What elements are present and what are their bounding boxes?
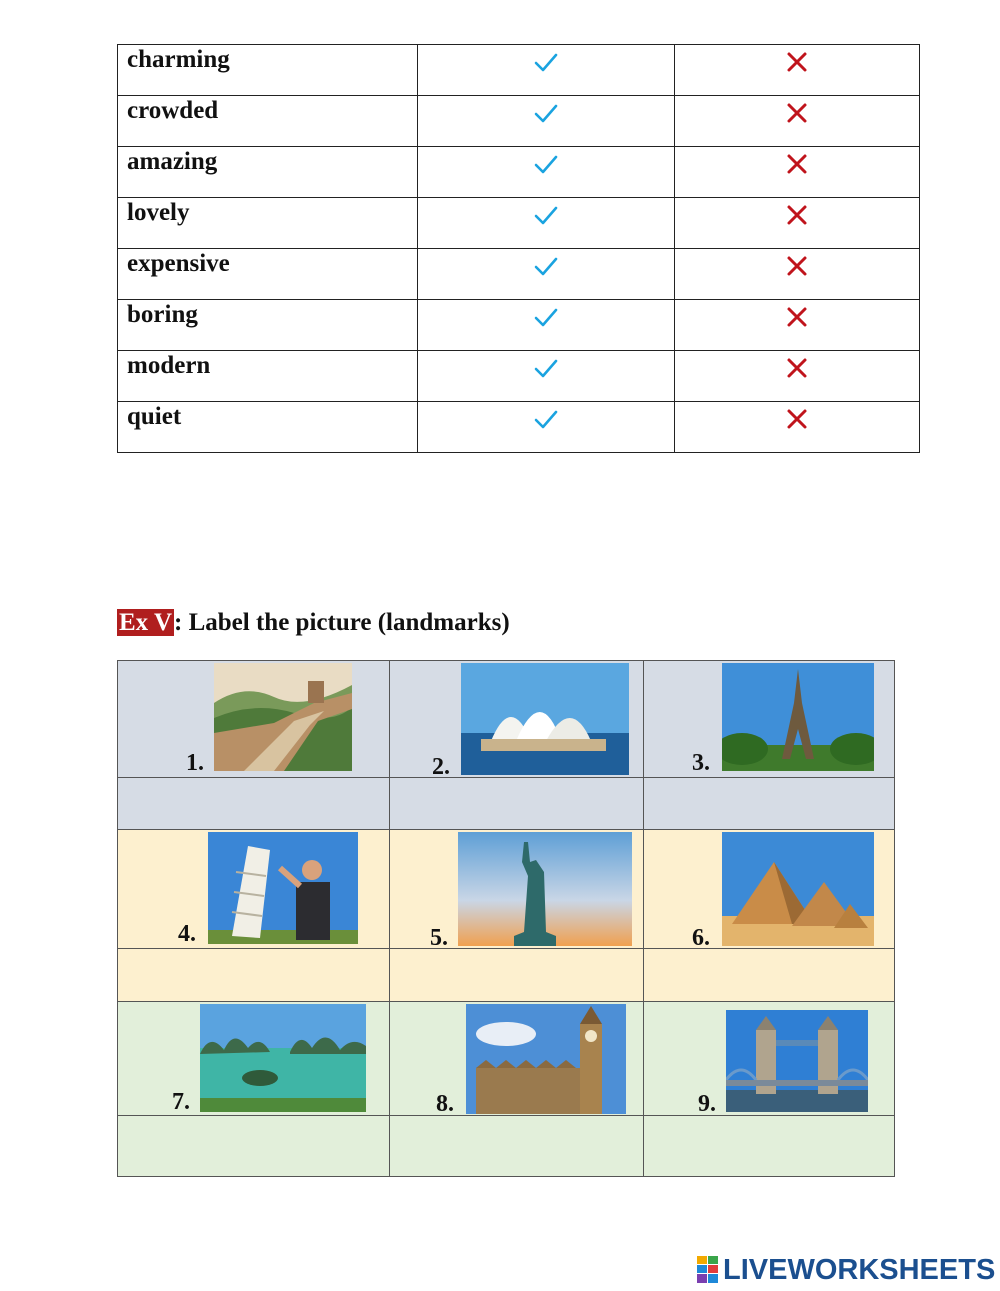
cross-cell[interactable] (675, 402, 920, 453)
tower-bridge-photo (726, 1010, 868, 1112)
picture-row (118, 661, 895, 778)
answer-cell[interactable] (390, 1116, 644, 1177)
cross-icon[interactable] (786, 102, 808, 124)
cross-icon[interactable] (786, 204, 808, 226)
answer-cell[interactable] (118, 949, 390, 1002)
answer-cell[interactable] (644, 949, 895, 1002)
table-row (118, 402, 920, 453)
table-row (118, 351, 920, 402)
opera-house-photo (461, 663, 629, 775)
answer-cell[interactable] (390, 778, 644, 830)
check-cell[interactable] (418, 96, 675, 147)
cross-icon[interactable] (786, 153, 808, 175)
answer-cell[interactable] (390, 949, 644, 1002)
bay-islands-photo (200, 1004, 366, 1112)
picture-cell (390, 830, 644, 949)
picture-number: 4. (178, 921, 196, 947)
cross-cell[interactable] (675, 147, 920, 198)
adjective-word: boring (118, 300, 418, 351)
cross-icon[interactable] (786, 357, 808, 379)
answer-row (118, 949, 895, 1002)
adjective-table (117, 44, 920, 453)
landmark-grid (117, 660, 895, 1177)
check-icon[interactable] (533, 357, 559, 379)
cross-cell[interactable] (675, 198, 920, 249)
exercise-instruction: : Label the picture (landmarks) (174, 609, 510, 636)
table-row (118, 96, 920, 147)
picture-row (118, 830, 895, 949)
cross-icon[interactable] (786, 51, 808, 73)
check-icon[interactable] (533, 153, 559, 175)
eiffel-tower-photo (722, 663, 874, 771)
picture-cell (644, 661, 895, 778)
cross-icon[interactable] (786, 306, 808, 328)
statue-of-liberty-photo (458, 832, 632, 946)
check-icon[interactable] (533, 204, 559, 226)
cross-cell[interactable] (675, 96, 920, 147)
check-icon[interactable] (533, 255, 559, 277)
picture-number: 6. (692, 925, 710, 949)
picture-number: 7. (172, 1089, 190, 1115)
check-cell[interactable] (418, 147, 675, 198)
picture-cell (118, 830, 390, 949)
cross-cell[interactable] (675, 300, 920, 351)
logo-text: LIVEWORKSHEETS (723, 1253, 996, 1286)
check-cell[interactable] (418, 300, 675, 351)
check-icon[interactable] (533, 306, 559, 328)
adjective-word: amazing (118, 147, 418, 198)
adjective-word: modern (118, 351, 418, 402)
pyramids-photo (722, 832, 874, 946)
picture-cell (644, 830, 895, 949)
adjective-word: charming (118, 45, 418, 96)
check-icon[interactable] (533, 408, 559, 430)
exercise-tag: Ex V (119, 609, 173, 636)
picture-number: 2. (432, 754, 450, 778)
logo-blocks-icon (697, 1256, 719, 1284)
answer-cell[interactable] (118, 778, 390, 830)
cross-cell[interactable] (675, 351, 920, 402)
big-ben-photo (466, 1004, 626, 1114)
check-cell[interactable] (418, 45, 675, 96)
picture-number: 1. (186, 750, 204, 776)
check-cell[interactable] (418, 198, 675, 249)
answer-cell[interactable] (118, 1116, 390, 1177)
picture-number: 5. (430, 925, 448, 949)
table-row (118, 45, 920, 96)
picture-cell (390, 1002, 644, 1116)
picture-number: 8. (436, 1091, 454, 1116)
adjective-word: lovely (118, 198, 418, 249)
cross-icon[interactable] (786, 408, 808, 430)
cross-cell[interactable] (675, 45, 920, 96)
check-cell[interactable] (418, 249, 675, 300)
answer-row (118, 778, 895, 830)
adjective-word: quiet (118, 402, 418, 453)
picture-cell (390, 661, 644, 778)
table-row (118, 147, 920, 198)
picture-cell (644, 1002, 895, 1116)
answer-row (118, 1116, 895, 1177)
picture-cell (118, 661, 390, 778)
picture-row (118, 1002, 895, 1116)
picture-number: 3. (692, 750, 710, 776)
answer-cell[interactable] (644, 1116, 895, 1177)
table-row (118, 300, 920, 351)
great-wall-photo (214, 663, 352, 771)
check-cell[interactable] (418, 351, 675, 402)
picture-cell (118, 1002, 390, 1116)
answer-cell[interactable] (644, 778, 895, 830)
cross-cell[interactable] (675, 249, 920, 300)
adjective-word: crowded (118, 96, 418, 147)
leaning-tower-photo (208, 832, 358, 944)
liveworksheets-logo (697, 1253, 995, 1287)
exercise-heading (117, 609, 510, 637)
table-row (118, 249, 920, 300)
cross-icon[interactable] (786, 255, 808, 277)
check-icon[interactable] (533, 51, 559, 73)
table-row (118, 198, 920, 249)
picture-number: 9. (698, 1091, 716, 1116)
check-icon[interactable] (533, 102, 559, 124)
check-cell[interactable] (418, 402, 675, 453)
adjective-word: expensive (118, 249, 418, 300)
